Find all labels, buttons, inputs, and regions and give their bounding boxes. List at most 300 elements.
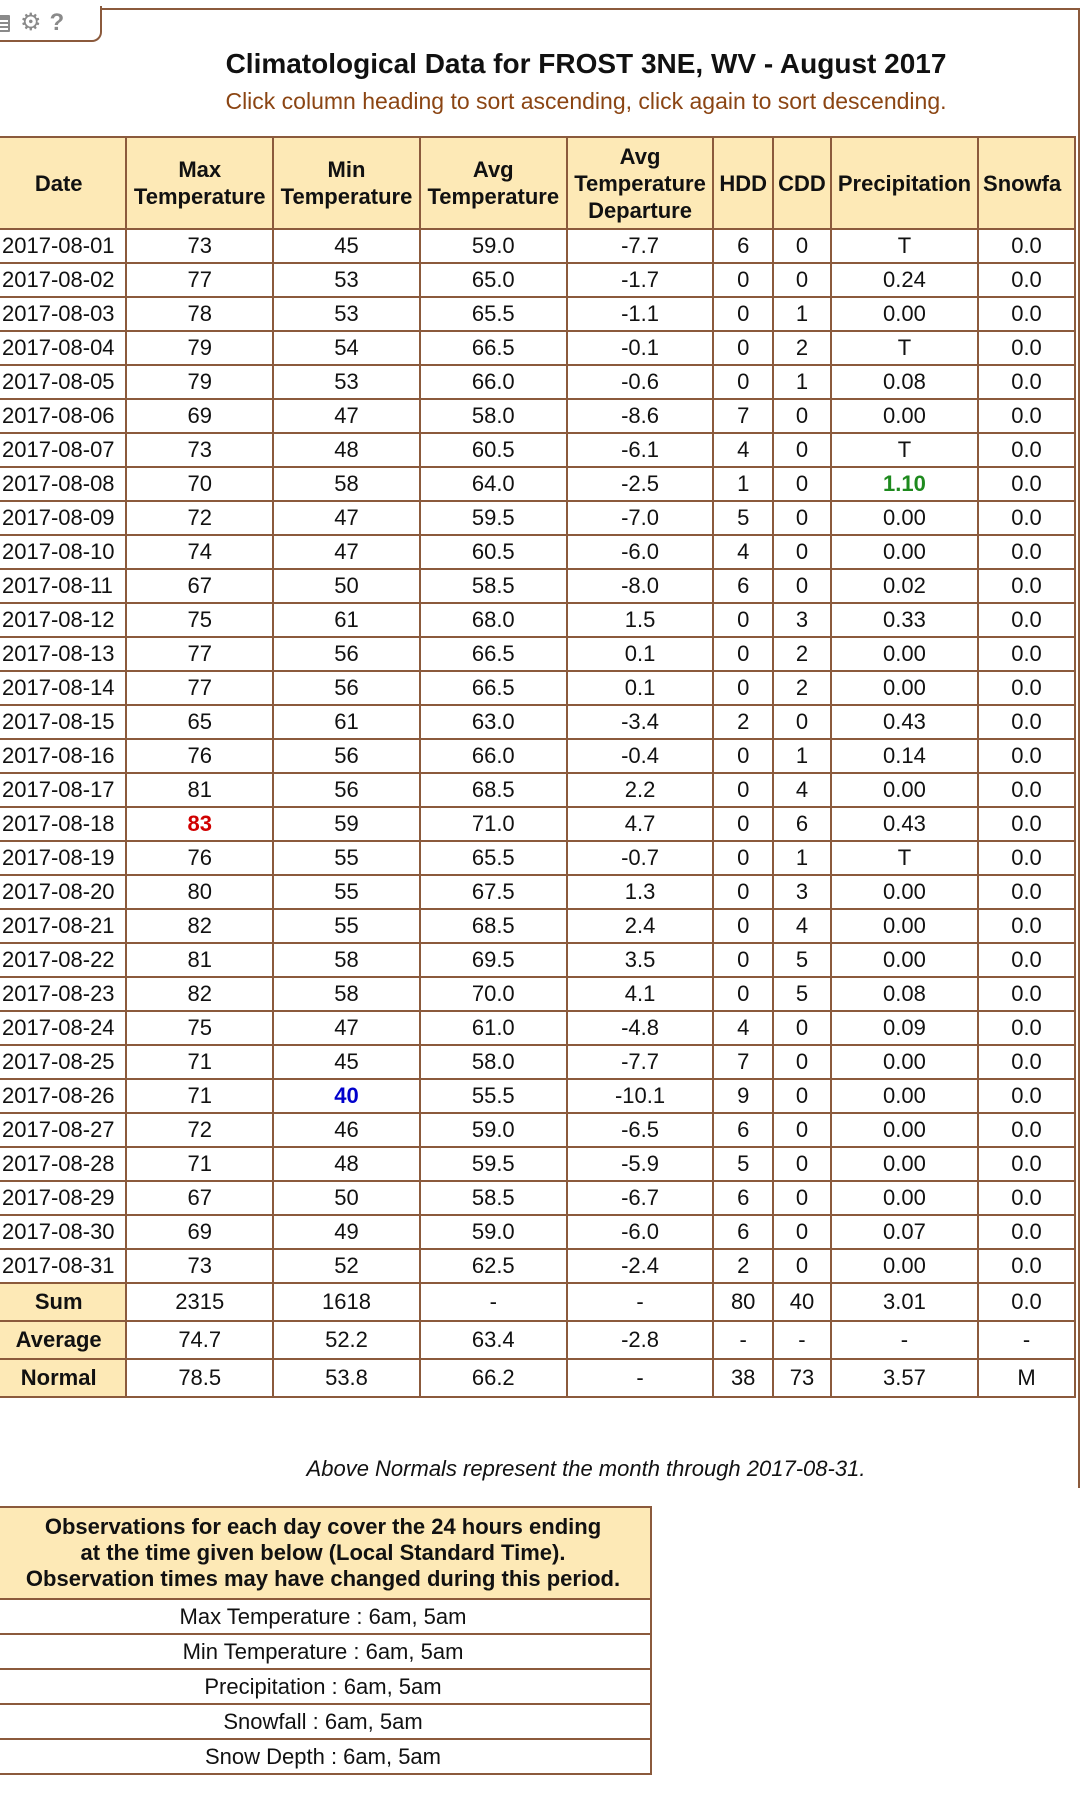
hdd-cell: 2	[713, 705, 773, 739]
table-row	[0, 365, 1075, 399]
min-temp-cell: 40	[273, 1079, 420, 1113]
max-temp-cell: 81	[126, 943, 273, 977]
date-cell: 2017-08-20	[0, 875, 126, 909]
snowfall-cell: 0.0	[978, 705, 1075, 739]
min-temp-cell: 56	[273, 671, 420, 705]
col-header-precipitation[interactable]: Precipitation	[831, 137, 978, 229]
avg-temp-cell: 58.0	[420, 399, 567, 433]
departure-cell: 2.4	[567, 909, 714, 943]
min-temp-cell: 47	[273, 501, 420, 535]
hdd-cell: 0	[713, 841, 773, 875]
precipitation-cell: 0.00	[831, 637, 978, 671]
date-cell: 2017-08-05	[0, 365, 126, 399]
snowfall-cell: 0.0	[978, 263, 1075, 297]
date-cell: 2017-08-29	[0, 1181, 126, 1215]
table-row	[0, 263, 1075, 297]
max-temp-cell: 73	[126, 229, 273, 263]
snowfall-cell: 0.0	[978, 1147, 1075, 1181]
hdd-cell: 4	[713, 433, 773, 467]
cdd-cell: 6	[773, 807, 831, 841]
snowfall-cell: 0.0	[978, 671, 1075, 705]
cdd-cell: 5	[773, 943, 831, 977]
cdd-cell: 0	[773, 263, 831, 297]
max-temp-cell: 72	[126, 501, 273, 535]
departure-cell: -2.8	[567, 1321, 714, 1359]
date-cell: 2017-08-16	[0, 739, 126, 773]
min-temp-cell: 58	[273, 977, 420, 1011]
hdd-cell: 0	[713, 637, 773, 671]
sort-hint: Click column heading to sort ascending, click again to sort descending.	[225, 88, 947, 114]
header-row	[0, 137, 1075, 229]
table-row	[0, 739, 1075, 773]
hdd-cell: 0	[713, 875, 773, 909]
table-row	[0, 1011, 1075, 1045]
avg-temp-cell: 68.5	[420, 909, 567, 943]
departure-cell: 1.5	[567, 603, 714, 637]
cdd-cell: 1	[773, 841, 831, 875]
toolbar	[0, 6, 102, 42]
precipitation-cell: 0.09	[831, 1011, 978, 1045]
table-row	[0, 977, 1075, 1011]
min-temp-cell: 53	[273, 297, 420, 331]
date-cell: 2017-08-14	[0, 671, 126, 705]
max-temp-cell: 79	[126, 365, 273, 399]
cdd-cell: 0	[773, 433, 831, 467]
cdd-cell: 2	[773, 671, 831, 705]
max-temp-cell: 71	[126, 1079, 273, 1113]
table-row	[0, 841, 1075, 875]
precipitation-cell: 0.33	[831, 603, 978, 637]
precipitation-cell: T	[831, 331, 978, 365]
precipitation-cell: 0.00	[831, 501, 978, 535]
snowfall-cell: 0.0	[978, 773, 1075, 807]
departure-cell: -0.6	[567, 365, 714, 399]
cdd-cell: 0	[773, 1249, 831, 1283]
snowfall-cell: 0.0	[978, 977, 1075, 1011]
date-cell: 2017-08-28	[0, 1147, 126, 1181]
max-temp-cell: 71	[126, 1045, 273, 1079]
precipitation-cell: 0.08	[831, 365, 978, 399]
departure-cell: -7.0	[567, 501, 714, 535]
precipitation-cell: T	[831, 433, 978, 467]
table-row	[0, 1249, 1075, 1283]
normal-row	[0, 1359, 1075, 1397]
normals-note: Above Normals represent the month through 2017-08-31.	[306, 1456, 866, 1481]
departure-cell: -0.4	[567, 739, 714, 773]
avg-temp-cell: 66.0	[420, 739, 567, 773]
hdd-cell: 4	[713, 535, 773, 569]
min-temp-cell: 47	[273, 399, 420, 433]
snowfall-cell: 0.0	[978, 229, 1075, 263]
help-icon[interactable]: ?	[49, 9, 65, 36]
hdd-cell: 0	[713, 297, 773, 331]
cdd-cell: 1	[773, 365, 831, 399]
col-header-avg-departure[interactable]: Avg Temperature Departure	[567, 137, 714, 229]
observation-time-snowfall: Snowfall : 6am, 5am	[0, 1704, 651, 1739]
table-row	[0, 773, 1075, 807]
hdd-cell: 9	[713, 1079, 773, 1113]
hdd-cell: 6	[713, 1215, 773, 1249]
hdd-cell: 5	[713, 501, 773, 535]
cdd-cell: 0	[773, 705, 831, 739]
max-temp-cell: 77	[126, 671, 273, 705]
col-header-cdd[interactable]: CDD	[773, 137, 831, 229]
avg-temp-cell: -	[420, 1283, 567, 1321]
col-header-hdd[interactable]: HDD	[713, 137, 773, 229]
min-temp-cell: 45	[273, 229, 420, 263]
table-row	[0, 569, 1075, 603]
snowfall-cell: 0.0	[978, 1011, 1075, 1045]
precipitation-cell: 0.00	[831, 1147, 978, 1181]
max-temp-cell: 76	[126, 739, 273, 773]
table-row	[0, 297, 1075, 331]
date-cell: 2017-08-12	[0, 603, 126, 637]
avg-temp-cell: 69.5	[420, 943, 567, 977]
table-row	[0, 943, 1075, 977]
snowfall-cell: M	[978, 1359, 1075, 1397]
hdd-cell: 80	[713, 1283, 773, 1321]
precipitation-cell: 3.01	[831, 1283, 978, 1321]
max-temp-cell: 76	[126, 841, 273, 875]
snowfall-cell: 0.0	[978, 1181, 1075, 1215]
hdd-cell: 0	[713, 909, 773, 943]
max-temp-cell: 67	[126, 1181, 273, 1215]
snowfall-cell: 0.0	[978, 365, 1075, 399]
snowfall-cell: 0.0	[978, 807, 1075, 841]
precipitation-cell: 0.00	[831, 943, 978, 977]
avg-temp-cell: 66.2	[420, 1359, 567, 1397]
departure-cell: -6.0	[567, 1215, 714, 1249]
snowfall-cell: 0.0	[978, 603, 1075, 637]
max-temp-cell: 74	[126, 535, 273, 569]
date-cell: 2017-08-23	[0, 977, 126, 1011]
cdd-cell: 2	[773, 331, 831, 365]
summary-label: Average	[0, 1321, 126, 1359]
table-row	[0, 501, 1075, 535]
max-temp-cell: 77	[126, 263, 273, 297]
max-temp-cell: 80	[126, 875, 273, 909]
departure-cell: 3.5	[567, 943, 714, 977]
departure-cell: -5.9	[567, 1147, 714, 1181]
snowfall-cell: 0.0	[978, 501, 1075, 535]
snowfall-cell: 0.0	[978, 467, 1075, 501]
observation-time-min-temp: Min Temperature : 6am, 5am	[0, 1634, 651, 1669]
hdd-cell: 0	[713, 739, 773, 773]
table-row	[0, 705, 1075, 739]
avg-temp-cell: 63.4	[420, 1321, 567, 1359]
hdd-cell: 0	[713, 263, 773, 297]
observation-time-snow-depth: Snow Depth : 6am, 5am	[0, 1739, 651, 1774]
min-temp-cell: 55	[273, 841, 420, 875]
snowfall-cell: 0.0	[978, 909, 1075, 943]
cdd-cell: 0	[773, 1215, 831, 1249]
precipitation-cell: 0.00	[831, 1079, 978, 1113]
precipitation-cell: 0.00	[831, 297, 978, 331]
avg-temp-cell: 67.5	[420, 875, 567, 909]
table-row	[0, 1181, 1075, 1215]
snowfall-cell: 0.0	[978, 433, 1075, 467]
table-row	[0, 875, 1075, 909]
min-temp-cell: 55	[273, 875, 420, 909]
observation-time-precipitation: Precipitation : 6am, 5am	[0, 1669, 651, 1704]
hdd-cell: 0	[713, 977, 773, 1011]
max-temp-cell: 69	[126, 1215, 273, 1249]
avg-temp-cell: 60.5	[420, 433, 567, 467]
cdd-cell: 0	[773, 1113, 831, 1147]
date-cell: 2017-08-21	[0, 909, 126, 943]
date-cell: 2017-08-02	[0, 263, 126, 297]
max-temp-cell: 73	[126, 1249, 273, 1283]
snowfall-cell: 0.0	[978, 943, 1075, 977]
observation-heading	[0, 1507, 651, 1599]
avg-temp-cell: 66.5	[420, 671, 567, 705]
departure-cell: -1.1	[567, 297, 714, 331]
observation-heading-line: Observation times may have changed during this period.	[25, 1566, 621, 1591]
gear-icon[interactable]: ⚙	[20, 9, 42, 36]
max-temp-cell: 78	[126, 297, 273, 331]
departure-cell: -7.7	[567, 1045, 714, 1079]
snowfall-cell: 0.0	[978, 535, 1075, 569]
col-header-snowfall[interactable]: Snowfa	[978, 137, 1075, 229]
departure-cell: -8.0	[567, 569, 714, 603]
hdd-cell: 6	[713, 1113, 773, 1147]
precipitation-cell: 0.00	[831, 1113, 978, 1147]
avg-temp-cell: 70.0	[420, 977, 567, 1011]
hdd-cell: 1	[713, 467, 773, 501]
cdd-cell: 0	[773, 399, 831, 433]
date-cell: 2017-08-30	[0, 1215, 126, 1249]
min-temp-cell: 52	[273, 1249, 420, 1283]
table-row	[0, 637, 1075, 671]
cdd-cell: 5	[773, 977, 831, 1011]
date-cell: 2017-08-03	[0, 297, 126, 331]
table-row	[0, 909, 1075, 943]
hdd-cell: 6	[713, 1181, 773, 1215]
date-cell: 2017-08-10	[0, 535, 126, 569]
min-temp-cell: 49	[273, 1215, 420, 1249]
max-temp-cell: 82	[126, 909, 273, 943]
hdd-cell: 4	[713, 1011, 773, 1045]
avg-temp-cell: 55.5	[420, 1079, 567, 1113]
hdd-cell: -	[713, 1321, 773, 1359]
cdd-cell: 0	[773, 229, 831, 263]
min-temp-cell: 58	[273, 467, 420, 501]
avg-temp-cell: 66.5	[420, 331, 567, 365]
date-cell: 2017-08-27	[0, 1113, 126, 1147]
avg-temp-cell: 65.0	[420, 263, 567, 297]
avg-temp-cell: 58.5	[420, 569, 567, 603]
precipitation-cell: 0.00	[831, 1181, 978, 1215]
col-header-min-temp[interactable]: Min Temperature	[273, 137, 420, 229]
snowfall-cell: 0.0	[978, 569, 1075, 603]
min-temp-cell: 56	[273, 773, 420, 807]
min-temp-cell: 53	[273, 263, 420, 297]
precipitation-cell: 0.00	[831, 1249, 978, 1283]
table-row	[0, 433, 1075, 467]
observation-heading-line: Observations for each day cover the 24 hours ending	[44, 1514, 602, 1539]
precipitation-cell: 3.57	[831, 1359, 978, 1397]
table-row	[0, 229, 1075, 263]
min-temp-cell: 1618	[273, 1283, 420, 1321]
precipitation-cell: 0.00	[831, 535, 978, 569]
snowfall-cell: 0.0	[978, 841, 1075, 875]
max-temp-cell: 79	[126, 331, 273, 365]
departure-cell: -0.7	[567, 841, 714, 875]
observation-time-max-temp: Max Temperature : 6am, 5am	[0, 1599, 651, 1634]
avg-temp-cell: 58.0	[420, 1045, 567, 1079]
avg-temp-cell: 58.5	[420, 1181, 567, 1215]
avg-temp-cell: 71.0	[420, 807, 567, 841]
min-temp-cell: 50	[273, 1181, 420, 1215]
departure-cell: -1.7	[567, 263, 714, 297]
table-row	[0, 467, 1075, 501]
max-temp-cell: 77	[126, 637, 273, 671]
max-temp-cell: 69	[126, 399, 273, 433]
min-temp-cell: 61	[273, 705, 420, 739]
table-row	[0, 1045, 1075, 1079]
avg-temp-cell: 68.0	[420, 603, 567, 637]
avg-temp-cell: 61.0	[420, 1011, 567, 1045]
snowfall-cell: 0.0	[978, 1283, 1075, 1321]
precipitation-cell: 0.00	[831, 399, 978, 433]
observation-times-table	[0, 1506, 652, 1775]
date-cell: 2017-08-09	[0, 501, 126, 535]
date-cell: 2017-08-17	[0, 773, 126, 807]
avg-temp-cell: 64.0	[420, 467, 567, 501]
max-temp-cell: 65	[126, 705, 273, 739]
cdd-cell: 0	[773, 1147, 831, 1181]
max-temp-cell: 73	[126, 433, 273, 467]
snowfall-cell: 0.0	[978, 1249, 1075, 1283]
cdd-cell: 0	[773, 1011, 831, 1045]
avg-temp-cell: 59.0	[420, 1215, 567, 1249]
cdd-cell: 3	[773, 603, 831, 637]
col-header-avg-temp[interactable]: Avg Temperature	[420, 137, 567, 229]
cdd-cell: 3	[773, 875, 831, 909]
max-temp-cell: 72	[126, 1113, 273, 1147]
max-temp-cell: 81	[126, 773, 273, 807]
table-row	[0, 535, 1075, 569]
min-temp-cell: 48	[273, 1147, 420, 1181]
avg-temp-cell: 65.5	[420, 841, 567, 875]
col-header-date[interactable]: Date	[0, 137, 126, 229]
table-row	[0, 1113, 1075, 1147]
precipitation-cell: 0.24	[831, 263, 978, 297]
avg-temp-cell: 66.0	[420, 365, 567, 399]
hdd-cell: 0	[713, 773, 773, 807]
cdd-cell: -	[773, 1321, 831, 1359]
precipitation-cell: T	[831, 841, 978, 875]
precipitation-cell: 0.07	[831, 1215, 978, 1249]
cdd-cell: 0	[773, 535, 831, 569]
cdd-cell: 0	[773, 501, 831, 535]
observation-heading-line: at the time given below (Local Standard Time).	[80, 1540, 566, 1565]
precipitation-cell: 0.08	[831, 977, 978, 1011]
page-title: Climatological Data for FROST 3NE, WV - August 2017	[225, 48, 947, 79]
cdd-cell: 2	[773, 637, 831, 671]
date-cell: 2017-08-13	[0, 637, 126, 671]
date-cell: 2017-08-25	[0, 1045, 126, 1079]
print-icon[interactable]	[0, 13, 12, 33]
hdd-cell: 7	[713, 399, 773, 433]
avg-temp-cell: 66.5	[420, 637, 567, 671]
precipitation-cell: 0.00	[831, 1045, 978, 1079]
avg-temp-cell: 59.5	[420, 501, 567, 535]
summary-label: Normal	[0, 1359, 126, 1397]
max-temp-cell: 67	[126, 569, 273, 603]
date-cell: 2017-08-08	[0, 467, 126, 501]
departure-cell: -7.7	[567, 229, 714, 263]
col-header-max-temp[interactable]: Max Temperature	[126, 137, 273, 229]
min-temp-cell: 56	[273, 637, 420, 671]
hdd-cell: 0	[713, 671, 773, 705]
table-row	[0, 1215, 1075, 1249]
precipitation-cell: T	[831, 229, 978, 263]
departure-cell: -8.6	[567, 399, 714, 433]
date-cell: 2017-08-24	[0, 1011, 126, 1045]
table-row	[0, 1147, 1075, 1181]
cdd-cell: 0	[773, 1045, 831, 1079]
cdd-cell: 40	[773, 1283, 831, 1321]
snowfall-cell: 0.0	[978, 875, 1075, 909]
departure-cell: 0.1	[567, 671, 714, 705]
cdd-cell: 0	[773, 569, 831, 603]
departure-cell: -6.7	[567, 1181, 714, 1215]
avg-temp-cell: 62.5	[420, 1249, 567, 1283]
departure-cell: -4.8	[567, 1011, 714, 1045]
snowfall-cell: 0.0	[978, 637, 1075, 671]
summary-label: Sum	[0, 1283, 126, 1321]
table-row	[0, 671, 1075, 705]
hdd-cell: 6	[713, 229, 773, 263]
avg-temp-cell: 68.5	[420, 773, 567, 807]
precipitation-cell: 0.00	[831, 773, 978, 807]
departure-cell: -2.4	[567, 1249, 714, 1283]
max-temp-cell: 75	[126, 603, 273, 637]
snowfall-cell: 0.0	[978, 297, 1075, 331]
hdd-cell: 0	[713, 943, 773, 977]
avg-temp-cell: 65.5	[420, 297, 567, 331]
max-temp-cell: 71	[126, 1147, 273, 1181]
departure-cell: -6.5	[567, 1113, 714, 1147]
departure-cell: -0.1	[567, 331, 714, 365]
date-cell: 2017-08-04	[0, 331, 126, 365]
avg-temp-cell: 60.5	[420, 535, 567, 569]
cdd-cell: 0	[773, 467, 831, 501]
snowfall-cell: 0.0	[978, 1215, 1075, 1249]
departure-cell: -2.5	[567, 467, 714, 501]
hdd-cell: 0	[713, 365, 773, 399]
min-temp-cell: 61	[273, 603, 420, 637]
departure-cell: -	[567, 1359, 714, 1397]
precipitation-cell: 0.43	[831, 807, 978, 841]
snowfall-cell: 0.0	[978, 331, 1075, 365]
date-cell: 2017-08-18	[0, 807, 126, 841]
departure-cell: 4.7	[567, 807, 714, 841]
table-row	[0, 1079, 1075, 1113]
table-row	[0, 807, 1075, 841]
precipitation-cell: 1.10	[831, 467, 978, 501]
min-temp-cell: 50	[273, 569, 420, 603]
date-cell: 2017-08-19	[0, 841, 126, 875]
min-temp-cell: 58	[273, 943, 420, 977]
min-temp-cell: 53	[273, 365, 420, 399]
hdd-cell: 38	[713, 1359, 773, 1397]
min-temp-cell: 47	[273, 1011, 420, 1045]
departure-cell: 1.3	[567, 875, 714, 909]
precipitation-cell: 0.43	[831, 705, 978, 739]
date-cell: 2017-08-31	[0, 1249, 126, 1283]
